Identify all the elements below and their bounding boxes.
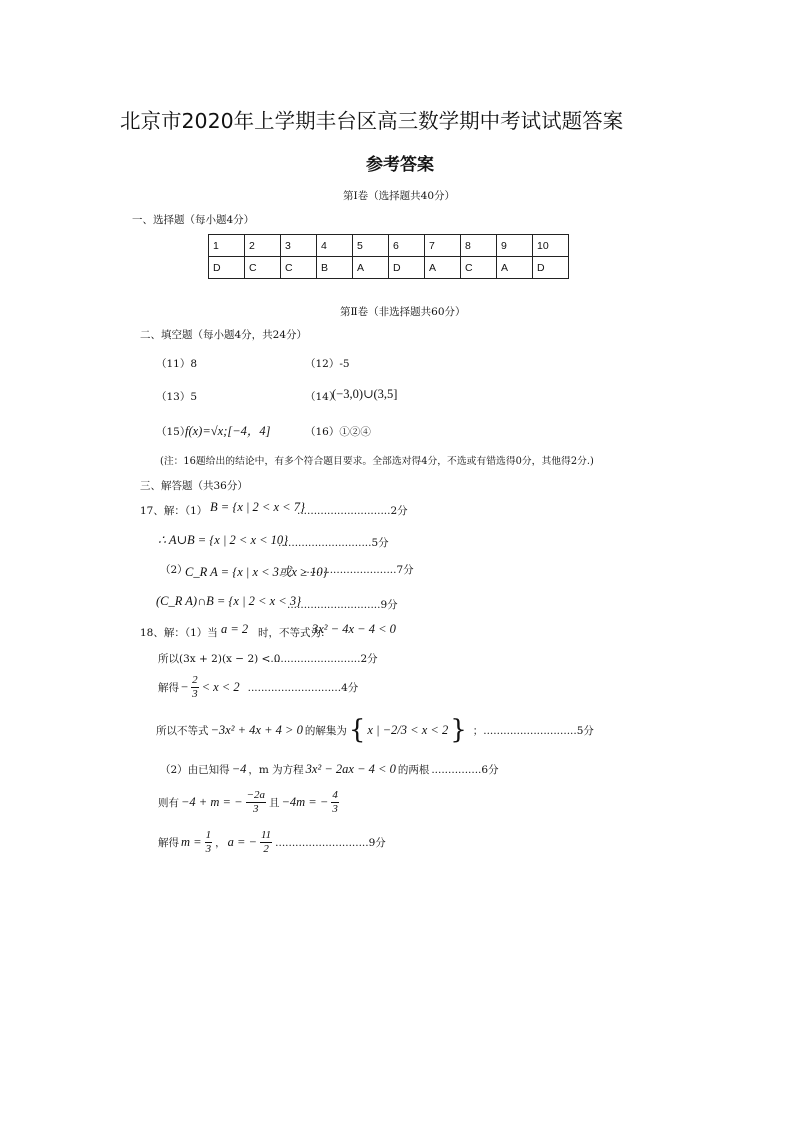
q18-line3-score: ............................4分 <box>247 682 359 694</box>
answer-q11: （11）8 <box>156 358 198 370</box>
q18-line5-val: −4 <box>231 762 247 776</box>
table-cell: B <box>317 257 353 279</box>
fraction-denominator: 3 <box>253 803 259 815</box>
q18-line7-sep: ， <box>215 837 226 849</box>
q18-label-math: a = 2 <box>221 622 249 636</box>
table-cell: 6 <box>389 235 425 257</box>
table-cell: A <box>353 257 389 279</box>
table-cell: D <box>389 257 425 279</box>
right-brace-icon: } <box>450 715 467 745</box>
q18-line7-score: ............................9分 <box>275 837 386 849</box>
fraction-numerator: 11 <box>260 829 272 841</box>
answer-q13: （13）5 <box>156 391 198 403</box>
page-title: 北京市2020年上学期丰台区高三数学期中考试试题答案 <box>120 109 624 133</box>
fraction-numerator: 1 <box>205 829 212 841</box>
q18-line7-b: a = − <box>227 835 257 849</box>
q18-line7 <box>158 830 386 855</box>
table-row-numbers <box>209 235 569 257</box>
q18-line3-rest: < x < 2 <box>201 680 240 694</box>
q18-line6-text: 则有 <box>158 797 179 809</box>
answer-q16: （16）①②④ <box>305 426 371 438</box>
table-cell: A <box>497 257 533 279</box>
table-row-answers <box>209 257 569 279</box>
q18-line6-a: −4 + m = − <box>181 795 243 809</box>
q18-line5-mid: ，m 为方程 <box>248 764 304 776</box>
part2-heading: 第Ⅱ卷（非选择题共60分） <box>340 306 466 318</box>
q17-line4-score: ............................9分 <box>287 599 398 611</box>
fraction-numerator: 4 <box>332 789 338 801</box>
table-cell: 5 <box>353 235 389 257</box>
table-cell: 1 <box>209 235 245 257</box>
table-cell: 10 <box>533 235 569 257</box>
q18-line6-b: −4m = − <box>281 795 329 809</box>
q17-line2-math: ∴ A∪B = {x | 2 < x < 10} <box>158 533 289 547</box>
q18-line6-mid: 且 <box>268 797 280 809</box>
answer-q15-value: f(x)=√x;[−4，4] <box>185 424 271 438</box>
section3-title: 三、解答题（共36分） <box>140 480 248 492</box>
q18-line5-score: ...............6分 <box>431 764 499 776</box>
table-cell: 7 <box>425 235 461 257</box>
answer-q14-label: （14） <box>305 391 340 403</box>
q18-line5-text: （2）由已知得 <box>160 764 230 776</box>
table-cell: A <box>425 257 461 279</box>
answer-table <box>208 234 569 279</box>
q18-line4-score: ；............................5分 <box>472 724 594 737</box>
q18-label-ineq: 3x² − 4x − 4 < 0 <box>312 622 396 636</box>
table-cell: D <box>533 257 569 279</box>
q17-line3-label: （2） <box>160 564 188 576</box>
answer-q12: （12）-5 <box>305 358 350 370</box>
q18-line4-set: x | −2/3 < x < 2 <box>367 722 449 737</box>
left-brace-icon: { <box>348 715 366 745</box>
page-subtitle: 参考答案 <box>366 155 434 175</box>
q18-line4 <box>156 717 594 743</box>
fraction-denominator: 3 <box>192 688 198 700</box>
q18-line4-text: 所以不等式 <box>156 724 209 737</box>
q18-line2-text: 所以(3x + 2)(x − 2) < 0 <box>158 653 281 665</box>
table-cell: C <box>281 257 317 279</box>
table-cell: C <box>245 257 281 279</box>
table-cell: 4 <box>317 235 353 257</box>
q18-line6 <box>158 790 340 815</box>
fraction-numerator: 2 <box>192 674 198 686</box>
q17-line3-math: C_R A = {x | x < 3或x ≥ 10} <box>185 565 328 579</box>
q17-line3-score: ............................7分 <box>303 564 414 576</box>
q18-line5 <box>160 762 499 777</box>
q18-line5-eq: 3x² − 2ax − 4 < 0 <box>305 762 396 776</box>
fraction-denominator: 3 <box>205 843 212 855</box>
q18-line6-fraction2 <box>331 790 339 815</box>
table-cell: 9 <box>497 235 533 257</box>
table-cell: D <box>209 257 245 279</box>
q18-line4-mid: 的解集为 <box>304 724 347 737</box>
q18-line7-fraction1 <box>205 830 213 855</box>
q18-line2-score: ............................2分 <box>267 653 378 665</box>
q18-label: 18、解：（1）当 <box>140 627 218 639</box>
fraction-numerator: −2a <box>246 789 265 801</box>
minus-sign: − <box>181 680 189 694</box>
section2-title: 二、填空题（每小题4分，共24分） <box>140 329 308 341</box>
q18-line3-fraction <box>191 675 199 700</box>
q18-line5-end: 的两根 <box>397 764 430 776</box>
q17-line1-score: ............................2分 <box>297 505 408 517</box>
q18-line6-fraction1 <box>246 790 266 815</box>
scoring-note: (注：16题给出的结论中，有多个符合题目要求。全部选对得4分，不选或有错选得0分，其他得2分.) <box>160 456 594 467</box>
q18-line3-text: 解得 <box>158 682 179 694</box>
part1-heading: 第Ⅰ卷（选择题共40分） <box>343 190 456 202</box>
q18-label-text: 时，不等式为: <box>258 627 325 639</box>
q17-line4-math: (C_R A)∩B = {x | 2 < x < 3} <box>156 594 302 608</box>
q18-line7-fraction2 <box>260 830 272 855</box>
q17-line2-score: ............................5分 <box>278 537 389 549</box>
q18-line7-a: m = <box>181 835 202 849</box>
table-cell: 3 <box>281 235 317 257</box>
q17-label: 17、解：（1） <box>140 505 208 517</box>
q18-line4-ineq: −3x² + 4x + 4 > 0 <box>210 722 303 737</box>
q17-line1-math: B = {x | 2 < x < 7} <box>210 500 305 514</box>
table-cell: 2 <box>245 235 281 257</box>
table-cell: C <box>461 257 497 279</box>
fraction-denominator: 3 <box>332 803 338 815</box>
fraction-denominator: 2 <box>263 843 269 855</box>
answer-q15-label: （15） <box>156 426 191 438</box>
section1-title: 一、选择题（每小题4分） <box>132 214 255 226</box>
q18-line7-text: 解得 <box>158 837 179 849</box>
table-cell: 8 <box>461 235 497 257</box>
answer-q14-value: (−3,0)∪(3,5] <box>332 387 398 401</box>
q18-line3 <box>158 675 358 700</box>
